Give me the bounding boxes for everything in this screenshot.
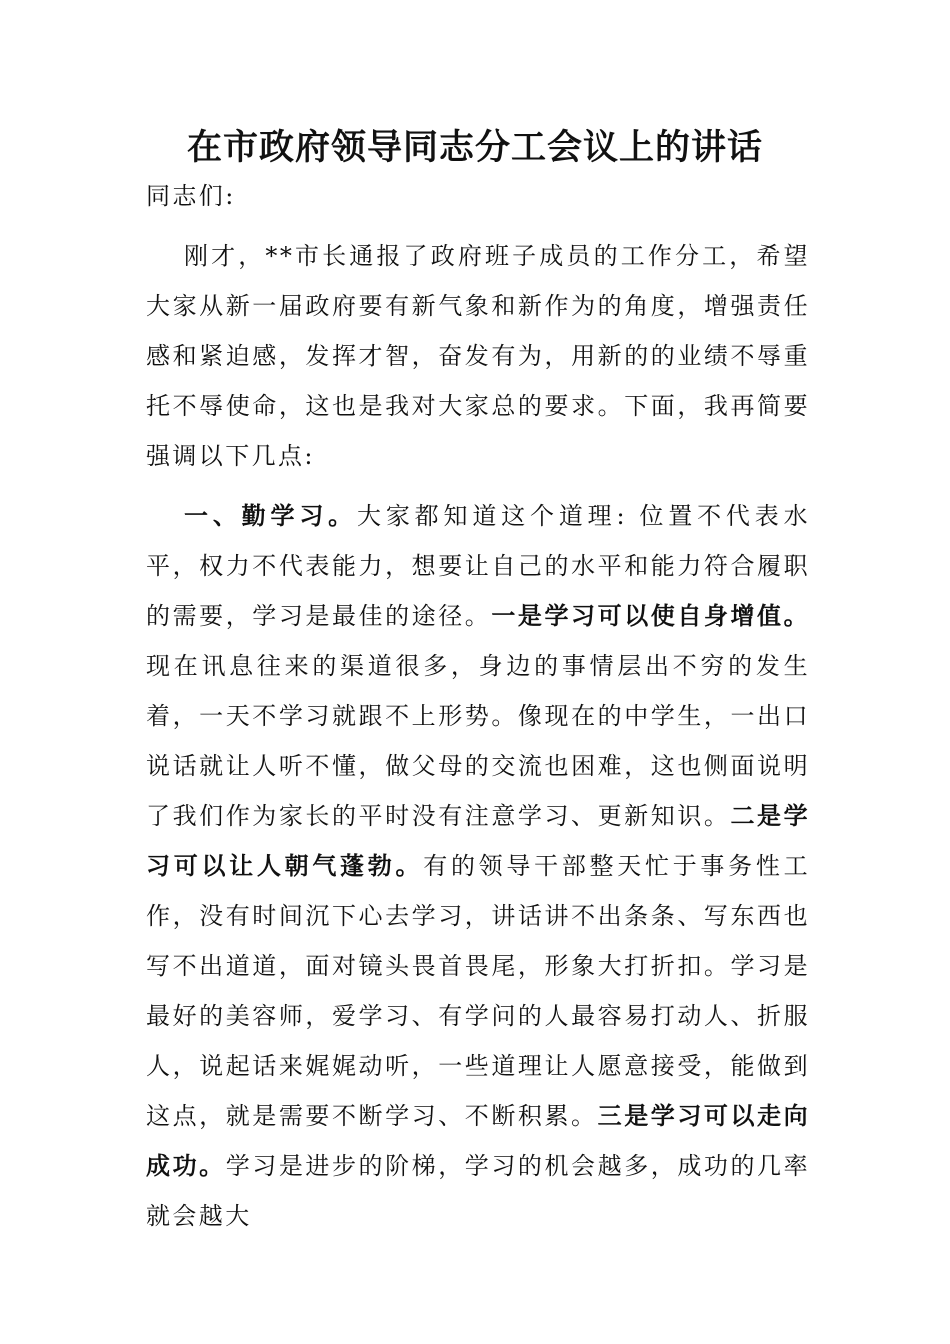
point-3-heading: 三是学习可以走向成功。 (146, 1101, 810, 1180)
intro-paragraph: 刚才，**市长通报了政府班子成员的工作分工，希望大家从新一届政府要有新气象和新作为的角度，增强责任感和紧迫感，发挥才智，奋发有为，用新的的业绩不辱重托不辱使命，这也是我对大家总的要求。下面，我再简要强调以下几点: (146, 242, 810, 470)
section-text-3: 有的领导干部整天忙于事务性工作，没有时间沉下心去学习，讲话讲不出条条、写东西也写不出道道，面对镜头畏首畏尾，形象大打折扣。学习是最好的美容师，爱学习、有学问的人最容易打动人、折服人，说起话来娓娓动听，一些道理让人愿意接受，能做到这点，就是需要不断学习、不断积累。 (146, 852, 810, 1130)
point-2-heading: 二是学习可以让人朝气蓬勃。 (146, 801, 810, 880)
document-title: 在市政府领导同志分工会议上的讲话 (186, 127, 763, 168)
section-text-2: 现在讯息往来的渠道很多，身边的事情层出不穷的发生着，一天不学习就跟不上形势。像现在的中学生，一出口说话就让人听不懂，做父母的交流也困难，这也侧面说明了我们作为家长的平时没有注意学习、更新知识。 (146, 652, 810, 830)
section-text-4: 学习是进步的阶梯，学习的机会越多，成功的几率就会越大 (146, 1152, 810, 1230)
point-1-heading: 一是学习可以使自身增值。 (491, 601, 810, 630)
document-body (146, 171, 810, 1241)
section-heading: 一、勤学习。 (184, 501, 357, 530)
section-text-1: 大家都知道这个道理: 位置不代表水平，权力不代表能力，想要让自己的水平和能力符合履职的需要，学习是最佳的途径。 (146, 502, 810, 630)
salutation: 同志们: (146, 182, 236, 210)
section-study-paragraph (146, 491, 810, 1241)
